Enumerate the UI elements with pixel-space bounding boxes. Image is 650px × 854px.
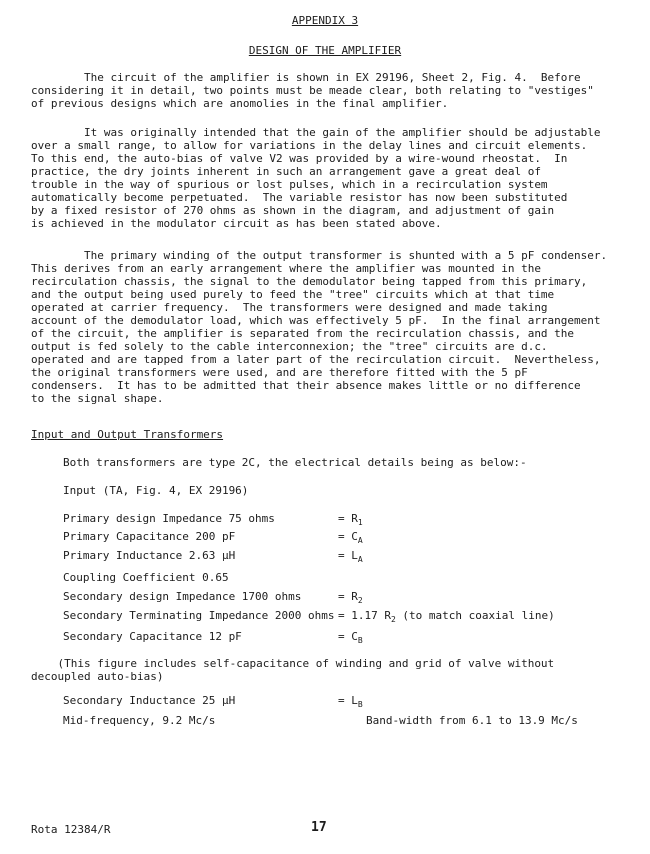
primary-capacitance-symbol: = $C_A$ xyxy=(338,530,363,545)
secondary-terminating-label: Secondary Terminating Impedance 2000 ohms xyxy=(63,609,335,622)
page-number: 17 xyxy=(311,820,327,835)
transformers-intro: Both transformers are type 2C, the electrical details being as below:- xyxy=(63,456,527,469)
secondary-inductance-symbol: = $L_B$ xyxy=(338,694,363,709)
paragraph-2: It was originally intended that the gain of the amplifier should be adjustable over a small range, to allow for variations in the delay lines and circuit elements. To this end, the auto-bias of valve V2 was provided by a wire-wound rheostat. In practice, the dry joints inherent in such an arrangement gave a great deal of trouble in the way of spurious or lost pulses, which in a recirculation system automatically become perpetuated. The variable resistor has now been substituted by a fixed resistor of 270 ohms as shown in the diagram, and adjustment of gain is achieved in the modulator circuit as has been stated above. xyxy=(31,126,601,230)
paragraph-1: The circuit of the amplifier is shown in EX 29196, Sheet 2, Fig. 4. Before considering it in detail, two points must be meade clear, both relating to "vestiges" of previous designs which are anomolies in the final amplifier. xyxy=(31,71,594,110)
primary-capacitance-label: Primary Capacitance 200 pF xyxy=(63,530,236,543)
capacitance-note: (This figure includes self-capacitance of winding and grid of valve without decoupled auto-bias) xyxy=(31,657,555,683)
transformers-heading: Input and Output Transformers xyxy=(31,428,224,441)
secondary-impedance-symbol: = $R_2$ xyxy=(338,590,363,605)
input-reference: Input (TA, Fig. 4, EX 29196) xyxy=(63,484,249,497)
secondary-impedance-label: Secondary design Impedance 1700 ohms xyxy=(63,590,302,603)
bandwidth: Band-width from 6.1 to 13.9 Mc/s xyxy=(366,714,578,727)
secondary-inductance-label: Secondary Inductance 25 μH xyxy=(63,694,236,707)
paragraph-3: The primary winding of the output transformer is shunted with a 5 pF condenser. This derives from an early arrangement where the amplifier was mounted in the recirculation chassis, the signal to the demodulator being tapped from this primary, and the output being used purely to feed the "tree" circuits which at that time operated at carrier frequency. The transformers were designed and made taking account of the demodulator load, which was effectively 5 pF. In the final arrangement of the circuit, the amplifier is separated from the recirculation chassis, and the output is fed solely to the cable interconnexion; the "tree" circuits are d.c. operated and are tapped from a later part of the recirculation circuit. Nevertheless, the original transformers were used, and are therefore fitted with the 5 pF condensers. It has to be admitted that their absence makes little or no difference to the signal shape. xyxy=(31,249,608,405)
primary-inductance-label: Primary Inductance 2.63 μH xyxy=(63,549,236,562)
appendix-title: APPENDIX 3 xyxy=(291,14,359,27)
coupling-coefficient: Coupling Coefficient 0.65 xyxy=(63,571,229,584)
section-title: DESIGN OF THE AMPLIFIER xyxy=(248,44,402,57)
secondary-terminating-symbol: = 1.17 $R_2$ (to match coaxial line) xyxy=(338,609,555,624)
mid-frequency: Mid-frequency, 9.2 Mc/s xyxy=(63,714,216,727)
primary-impedance-symbol: = $R_1$ xyxy=(338,512,363,527)
secondary-capacitance-label: Secondary Capacitance 12 pF xyxy=(63,630,242,643)
primary-impedance-label: Primary design Impedance 75 ohms xyxy=(63,512,275,525)
secondary-capacitance-symbol: = $C_B$ xyxy=(338,630,363,645)
document-reference: Rota 12384/R xyxy=(31,823,111,836)
primary-inductance-symbol: = $L_A$ xyxy=(338,549,363,564)
